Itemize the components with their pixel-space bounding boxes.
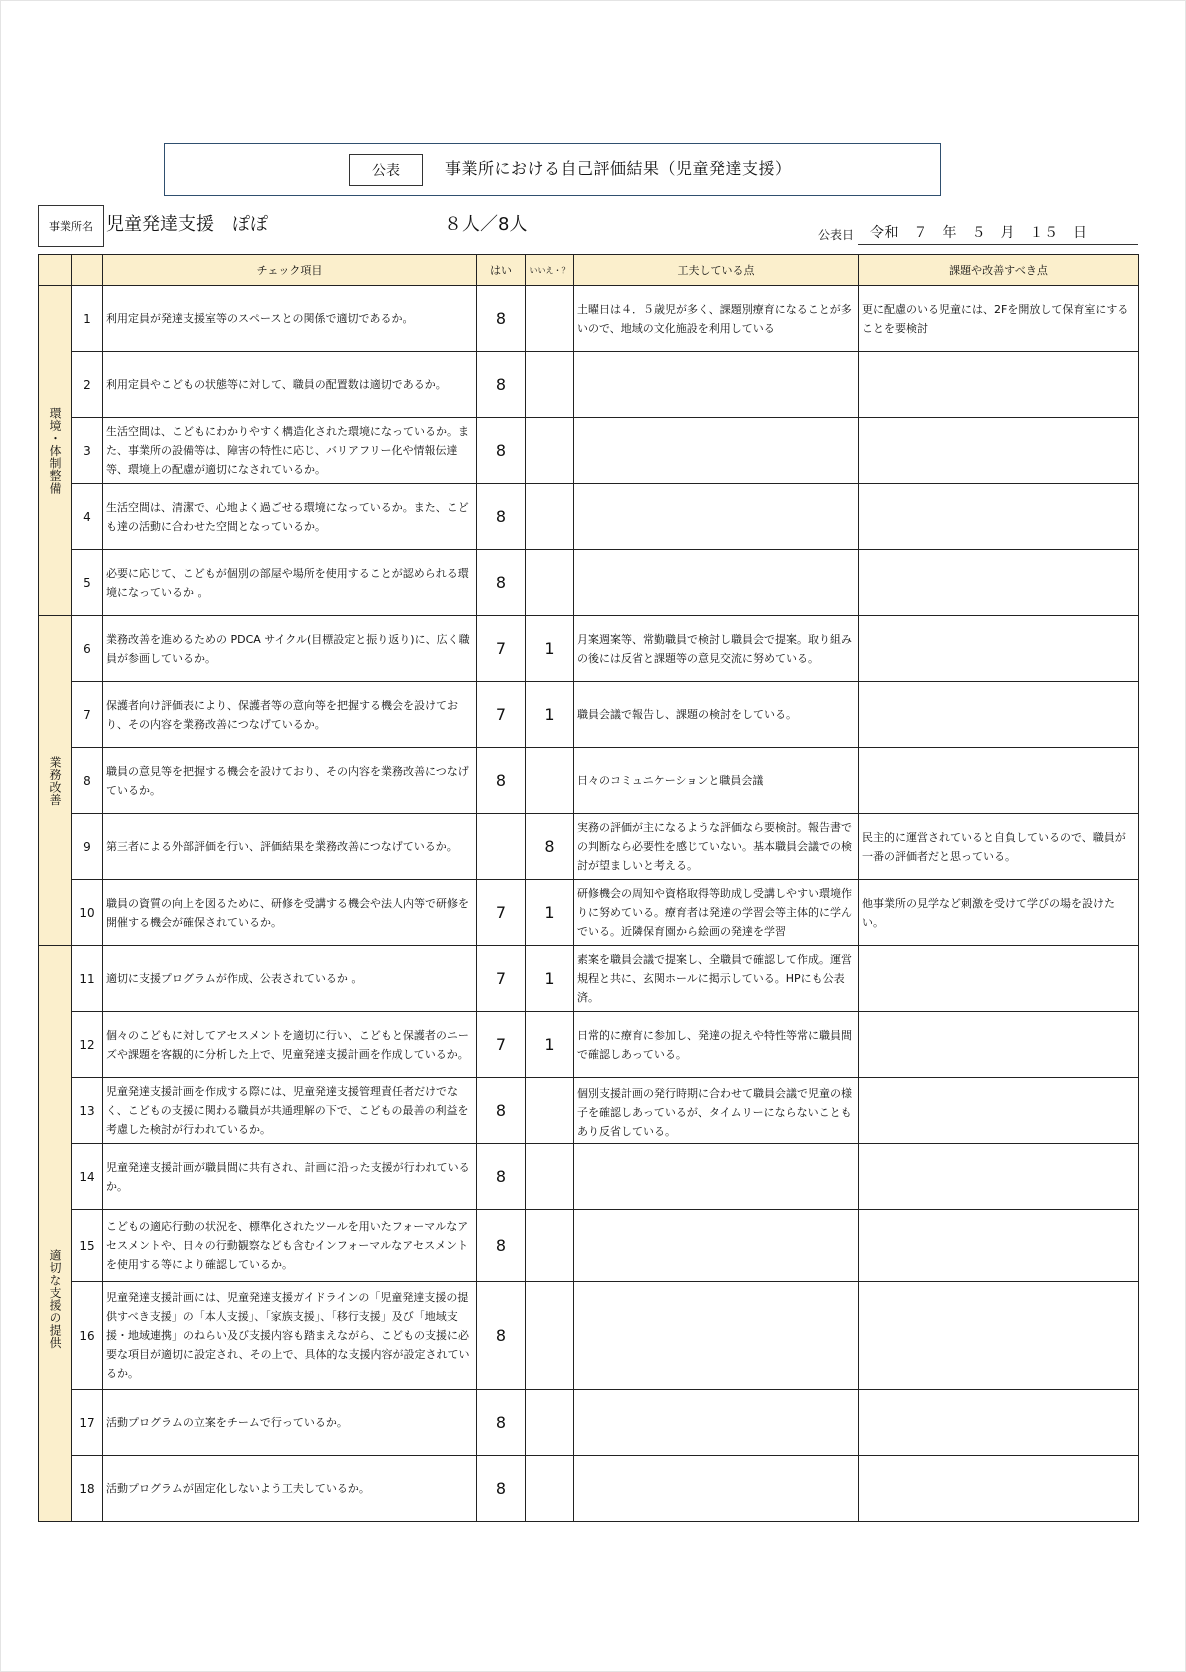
title-box xyxy=(164,143,941,196)
issues-cell xyxy=(859,1210,1139,1282)
yes-count: 8 xyxy=(477,1078,526,1144)
issues-cell xyxy=(859,1078,1139,1144)
publish-date: 令和 ７ 年 ５ 月 １５ 日 xyxy=(870,225,1088,241)
no-count xyxy=(526,1078,574,1144)
no-count xyxy=(526,1282,574,1390)
check-item: 活動プログラムの立案をチームで行っているか。 xyxy=(103,1390,477,1456)
efforts-cell xyxy=(574,880,859,946)
table-row xyxy=(39,1210,1139,1282)
check-item: 生活空間は、こどもにわかりやすく構造化された環境になっているか。また、事業所の設備等は、障害の特性に応じ、バリアフリー化や情報伝達等、環境上の配慮が適切になされているか。 xyxy=(103,418,477,484)
check-item: 児童発達支援計画が職員間に共有され、計画に沿った支援が行われているか。 xyxy=(103,1144,477,1210)
office-name: 児童発達支援 ぽぽ xyxy=(106,214,268,235)
table-row xyxy=(39,1144,1139,1210)
efforts-cell: 日常的に療育に参加し、発達の捉えや特性等常に職員間で確認しあっている。 xyxy=(574,1012,859,1078)
row-number: 16 xyxy=(72,1282,103,1390)
table-row xyxy=(39,616,1139,682)
issues-cell xyxy=(859,616,1139,682)
row-number: 13 xyxy=(72,1078,103,1144)
no-count xyxy=(526,550,574,616)
table-row xyxy=(39,550,1139,616)
row-number: 12 xyxy=(72,1012,103,1078)
check-item: 職員の資質の向上を図るために、研修を受講する機会や法人内等で研修を開催する機会が確保されているか。 xyxy=(103,880,477,946)
category-support: 適切な支援の提供 xyxy=(39,946,72,1522)
page-title: 事業所における自己評価結果（児童発達支援） xyxy=(445,159,792,178)
no-count: 1 xyxy=(526,880,574,946)
yes-count: 8 xyxy=(477,352,526,418)
table-row xyxy=(39,814,1139,880)
no-count xyxy=(526,1456,574,1522)
efforts-cell: 日々のコミュニケーションと職員会議 xyxy=(574,748,859,814)
table-row xyxy=(39,418,1139,484)
no-count: 8 xyxy=(526,814,574,880)
no-count: 1 xyxy=(526,1012,574,1078)
row-number: 15 xyxy=(72,1210,103,1282)
public-badge: 公表 xyxy=(349,154,423,186)
table-row xyxy=(39,1078,1139,1144)
row-number: 18 xyxy=(72,1456,103,1522)
no-count xyxy=(526,352,574,418)
no-count xyxy=(526,1210,574,1282)
efforts-cell xyxy=(574,1456,859,1522)
yes-count: 8 xyxy=(477,748,526,814)
check-item: 職員の意見等を把握する機会を設けており、その内容を業務改善につなげているか。 xyxy=(103,748,477,814)
yes-count: 8 xyxy=(477,550,526,616)
efforts-cell xyxy=(574,1210,859,1282)
yes-count: 8 xyxy=(477,1282,526,1390)
check-item: 第三者による外部評価を行い、評価結果を業務改善につなげているか。 xyxy=(103,814,477,880)
efforts-text: 研修機会の周知や資格取得等助成し受講しやすい環境作りに努めている。療育者は発達の学習会等主体的に学んでいる。近隣保育園から絵画の発達を学習 xyxy=(577,887,852,938)
efforts-cell: 月案週案等、常勤職員で検討し職員会で提案。取り組みの後には反省と課題等の意見交流に努めている。 xyxy=(574,616,859,682)
yes-count xyxy=(477,814,526,880)
efforts-cell: 実務の評価が主になるような評価なら要検討。報告書での判断なら必要性を感じていない。基本職員会議での検討が望ましいと考える。 xyxy=(574,814,859,880)
yes-count: 8 xyxy=(477,1144,526,1210)
issues-cell xyxy=(859,1456,1139,1522)
no-count: 1 xyxy=(526,682,574,748)
table-row xyxy=(39,682,1139,748)
efforts-cell xyxy=(574,1282,859,1390)
check-item: 利用定員が発達支援室等のスペースとの関係で適切であるか。 xyxy=(103,286,477,352)
no-count xyxy=(526,748,574,814)
table-row xyxy=(39,946,1139,1012)
issues-cell: 更に配慮のいる児童には、2Fを開放して保育室にすることを要検討 xyxy=(859,286,1139,352)
category-environment: 環境・体制整備 xyxy=(39,286,72,616)
header-no: いいえ・？ xyxy=(526,255,574,286)
header-number xyxy=(72,255,103,286)
check-item: 保護者向け評価表により、保護者等の意向等を把握する機会を設けており、その内容を業務改善につなげているか。 xyxy=(103,682,477,748)
table-row xyxy=(39,880,1139,946)
check-item: 児童発達支援計画を作成する際には、児童発達支援管理責任者だけでなく、こどもの支援に関わる職員が共通理解の下で、こどもの最善の利益を考慮した検討が行われているか。 xyxy=(103,1078,477,1144)
no-count: 1 xyxy=(526,616,574,682)
table-header-row xyxy=(39,255,1139,286)
yes-count: 7 xyxy=(477,946,526,1012)
table-row xyxy=(39,1390,1139,1456)
efforts-cell xyxy=(574,352,859,418)
check-item: 利用定員やこどもの状態等に対して、職員の配置数は適切であるか。 xyxy=(103,352,477,418)
check-item: 児童発達支援計画には、児童発達支援ガイドラインの「児童発達支援の提供すべき支援」の「本人支援」、「家族支援」、「移行支援」及び「地域支援・地域連携」のねらい及び支援内容も踏まえながら、こどもの支援に必要な項目が適切に設定され、その上で、具体的な支援内容が設定されているか。 xyxy=(103,1282,477,1390)
no-count xyxy=(526,1390,574,1456)
row-number: 1 xyxy=(72,286,103,352)
issues-cell xyxy=(859,682,1139,748)
issues-cell xyxy=(859,418,1139,484)
issues-cell: 民主的に運営されていると自負しているので、職員が一番の評価者だと思っている。 xyxy=(859,814,1139,880)
no-count xyxy=(526,1144,574,1210)
table-row xyxy=(39,1456,1139,1522)
evaluation-table xyxy=(38,254,1139,1522)
table-row xyxy=(39,748,1139,814)
table-row xyxy=(39,352,1139,418)
efforts-cell: 土曜日は４．５歳児が多く、課題別療育になることが多いので、地域の文化施設を利用している xyxy=(574,286,859,352)
table-row xyxy=(39,1282,1139,1390)
check-item: 生活空間は、清潔で、心地よく過ごせる環境になっているか。また、こども達の活動に合わせた空間となっているか。 xyxy=(103,484,477,550)
issues-cell xyxy=(859,1144,1139,1210)
header-check-item: チェック項目 xyxy=(103,255,477,286)
yes-count: 7 xyxy=(477,880,526,946)
office-name-label: 事業所名 xyxy=(38,205,104,247)
issues-cell xyxy=(859,748,1139,814)
check-item: 適切に支援プログラムが作成、公表されているか 。 xyxy=(103,946,477,1012)
efforts-cell: 個別支援計画の発行時期に合わせて職員会議で児童の様子を確認しあっているが、タイムリーにならないこともあり反省している。 xyxy=(574,1078,859,1144)
check-item: 活動プログラムが固定化しないよう工夫しているか。 xyxy=(103,1456,477,1522)
no-count xyxy=(526,418,574,484)
issues-cell xyxy=(859,1012,1139,1078)
issues-cell xyxy=(859,1282,1139,1390)
efforts-cell xyxy=(574,550,859,616)
row-number: 4 xyxy=(72,484,103,550)
row-number: 10 xyxy=(72,880,103,946)
table-row xyxy=(39,286,1139,352)
efforts-cell: 素案を職員会議で提案し、全職員で確認して作成。運営規程と共に、玄関ホールに掲示している。HPにも公表済。 xyxy=(574,946,859,1012)
respondent-count: ８人／8人 xyxy=(444,214,528,235)
yes-count: 7 xyxy=(477,682,526,748)
efforts-cell xyxy=(574,1144,859,1210)
issues-cell xyxy=(859,946,1139,1012)
yes-count: 8 xyxy=(477,484,526,550)
issues-cell xyxy=(859,1390,1139,1456)
check-item: 個々のこどもに対してアセスメントを適切に行い、こどもと保護者のニーズや課題を客観的に分析した上で、児童発達支援計画を作成しているか。 xyxy=(103,1012,477,1078)
publish-date-underline xyxy=(858,244,1138,245)
check-item: 業務改善を進めるための PDCA サイクル(目標設定と振り返り)に、広く職員が参画しているか。 xyxy=(103,616,477,682)
no-count: 1 xyxy=(526,946,574,1012)
check-item: 必要に応じて、こどもが個別の部屋や場所を使用することが認められる環境になっているか 。 xyxy=(103,550,477,616)
no-count xyxy=(526,484,574,550)
row-number: 14 xyxy=(72,1144,103,1210)
no-count xyxy=(526,286,574,352)
publish-date-label: 公表日 xyxy=(818,228,855,242)
row-number: 8 xyxy=(72,748,103,814)
yes-count: 8 xyxy=(477,1390,526,1456)
yes-count: 7 xyxy=(477,1012,526,1078)
efforts-cell xyxy=(574,418,859,484)
row-number: 7 xyxy=(72,682,103,748)
header-yes: はい xyxy=(477,255,526,286)
row-number: 9 xyxy=(72,814,103,880)
issues-cell xyxy=(859,550,1139,616)
yes-count: 8 xyxy=(477,1456,526,1522)
category-operations: 業務改善 xyxy=(39,616,72,946)
row-number: 2 xyxy=(72,352,103,418)
yes-count: 8 xyxy=(477,1210,526,1282)
efforts-cell: 職員会議で報告し、課題の検討をしている。 xyxy=(574,682,859,748)
table-row xyxy=(39,1012,1139,1078)
issues-cell xyxy=(859,352,1139,418)
row-number: 5 xyxy=(72,550,103,616)
yes-count: 7 xyxy=(477,616,526,682)
yes-count: 8 xyxy=(477,286,526,352)
row-number: 6 xyxy=(72,616,103,682)
row-number: 17 xyxy=(72,1390,103,1456)
yes-count: 8 xyxy=(477,418,526,484)
check-item: こどもの適応行動の状況を、標準化されたツールを用いたフォーマルなアセスメントや、日々の行動観察なども含むインフォーマルなアセスメントを使用する等により確認しているか。 xyxy=(103,1210,477,1282)
issues-cell: 他事業所の見学など刺激を受けて学びの場を設けたい。 xyxy=(859,880,1139,946)
table-row xyxy=(39,484,1139,550)
issues-cell xyxy=(859,484,1139,550)
efforts-cell xyxy=(574,484,859,550)
header-category xyxy=(39,255,72,286)
header-issues: 課題や改善すべき点 xyxy=(859,255,1139,286)
header-efforts: 工夫している点 xyxy=(574,255,859,286)
row-number: 11 xyxy=(72,946,103,1012)
row-number: 3 xyxy=(72,418,103,484)
efforts-cell xyxy=(574,1390,859,1456)
